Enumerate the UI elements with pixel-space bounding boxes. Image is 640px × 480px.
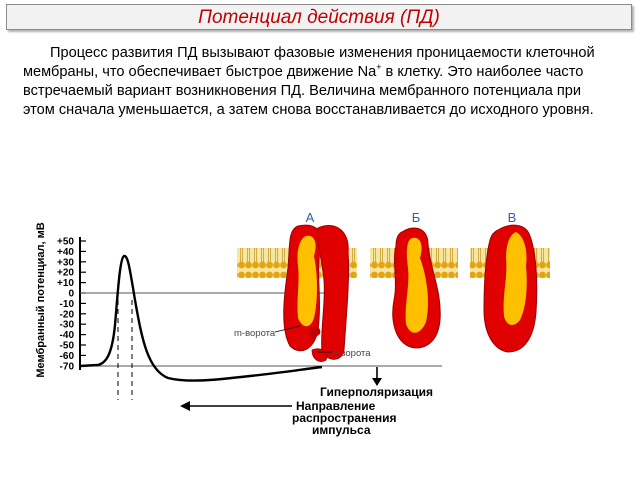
sodium-channel-a [284, 225, 349, 361]
direction-arrowhead [180, 401, 190, 411]
intro-text-2: в клетку. Это наиболее часто встречаемый вариант возникновения ПД. Величина мембранного потенциала при этом сначала уменьшается, а затем снова восстанавливается до исходного уровня. [23, 64, 594, 118]
y-tick-label: +30 [57, 257, 74, 269]
sodium-channel-b [393, 228, 440, 348]
y-tick-label: -50 [59, 340, 74, 352]
panel-label-c: В [507, 210, 517, 225]
y-tick-label: -70 [59, 361, 74, 373]
y-tick-label: +50 [57, 236, 74, 248]
sodium-channel-c [484, 225, 537, 352]
y-tick-label: +10 [57, 278, 74, 290]
y-tick-label: +20 [57, 267, 74, 279]
y-tick-label: -10 [59, 298, 74, 310]
direction-label-line2: распространения [292, 411, 397, 425]
y-tick-label: -60 [59, 350, 74, 362]
h-gate-label: h-ворота [332, 348, 371, 359]
intro-superscript: + [376, 62, 382, 73]
page-title: Потенциал действия (ПД) [198, 7, 440, 28]
panel-label-a: А [305, 210, 315, 225]
hyperpolarization-label: Гиперполяризация [320, 385, 433, 399]
direction-label-line3: импульса [312, 423, 371, 437]
y-tick-label: 0 [68, 288, 74, 300]
y-tick-label: -40 [59, 330, 74, 342]
panel-label-b: Б [411, 210, 421, 225]
intro-text-1: Процесс развития ПД вызывают фазовые изменения проницаемости клеточной мембраны, что обеспечивает быстрое движение Na [23, 45, 595, 80]
m-gate-label: m-ворота [234, 328, 276, 339]
y-tick-label: +40 [57, 246, 74, 258]
y-tick-label: -20 [59, 309, 74, 321]
y-axis-ticks [57, 237, 86, 373]
y-tick-label: -30 [59, 319, 74, 331]
y-axis-label: Мембранный потенциал, мВ [35, 222, 47, 378]
direction-label-line1: Направление [296, 399, 376, 413]
